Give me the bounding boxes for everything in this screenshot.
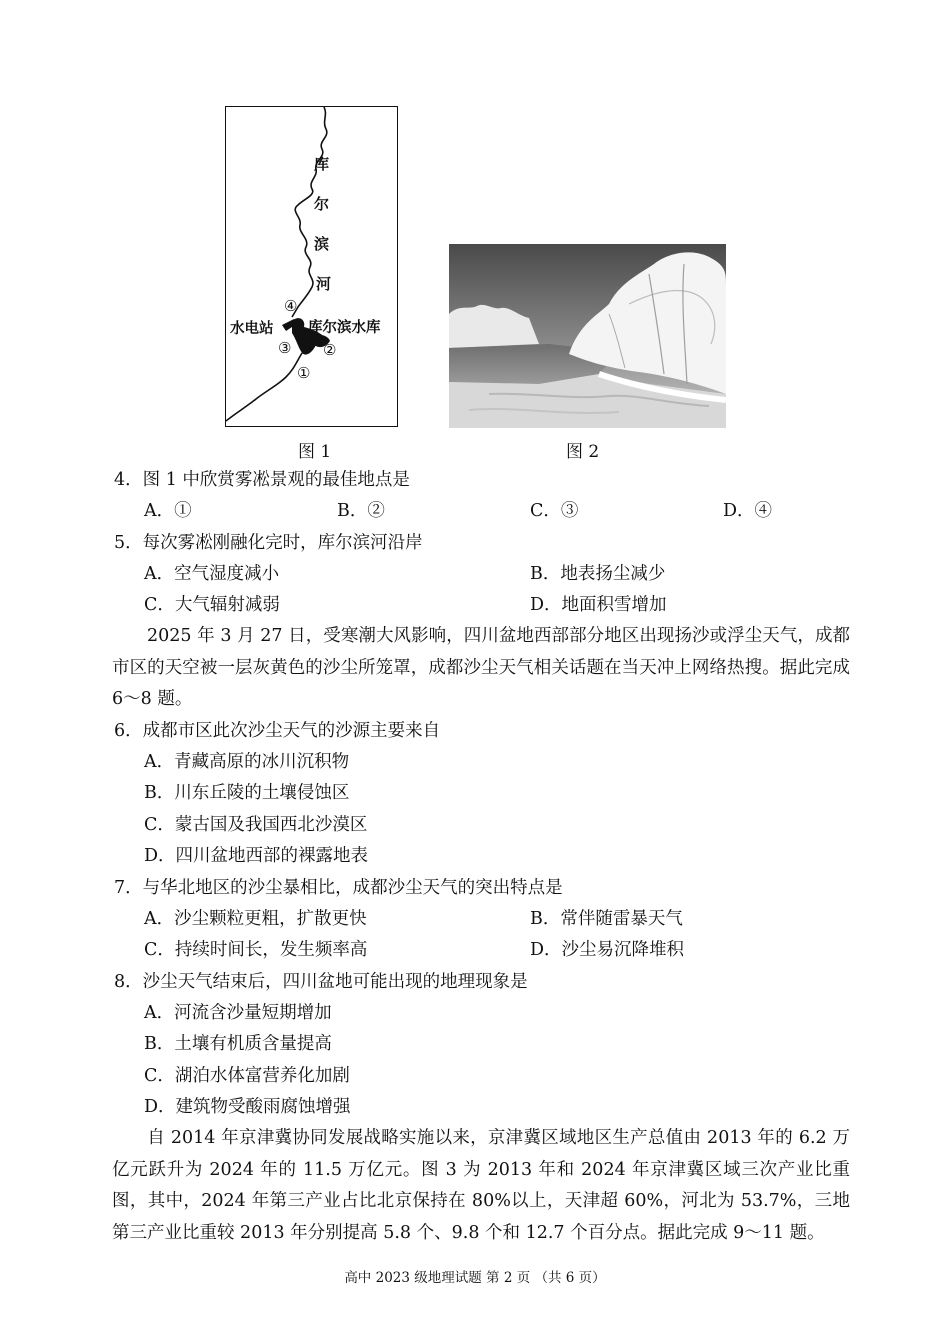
q4-option-a: A．① [144, 501, 192, 521]
marker-2: ② [323, 341, 337, 359]
q7-option-b: B．常伴随雷暴天气 [530, 909, 683, 929]
q8-option-b: B．土壤有机质含量提高 [144, 1034, 332, 1054]
q5-option-c: C．大气辐射减弱 [144, 595, 280, 615]
river-label-char-3: 滨 [314, 235, 330, 253]
river-label-char-4: 河 [316, 275, 332, 293]
marker-3: ③ [278, 339, 292, 357]
q6-option-c: C．蒙古国及我国西北沙漠区 [144, 815, 368, 835]
q4-option-b: B．② [337, 501, 385, 521]
figure-2-photo [449, 244, 726, 428]
river-label-char-2: 尔 [314, 195, 330, 213]
figure-1-caption: 图 1 [298, 442, 332, 462]
question-7-stem: 7．与华北地区的沙尘暴相比，成都沙尘天气的突出特点是 [114, 878, 563, 898]
reservoir-label: 库尔滨水库 [308, 320, 381, 336]
q7-option-d: D．沙尘易沉降堆积 [530, 940, 685, 960]
river-map-drawing [226, 107, 396, 425]
q6-option-a: A．青藏高原的冰川沉积物 [144, 752, 350, 772]
marker-1: ① [297, 364, 311, 382]
passage-sandstorm-text: 2025 年 3 月 27 日，受寒潮大风影响，四川盆地西部部分地区出现扬沙或浮尘天气，成都市区的天空被一层灰黄色的沙尘所笼罩，成都沙尘天气相关话题在当天冲上网络热搜。据此完成 6～8 题。 [112, 626, 850, 709]
q5-option-a: A．空气湿度减小 [144, 564, 280, 584]
river-line-lower [226, 353, 302, 421]
question-4-stem: 4．图 1 中欣赏雾凇景观的最佳地点是 [114, 470, 410, 490]
q8-option-c: C．湖泊水体富营养化加剧 [144, 1066, 350, 1086]
q5-option-b: B．地表扬尘减少 [530, 564, 666, 584]
question-6-stem: 6．成都市区此次沙尘天气的沙源主要来自 [114, 721, 441, 741]
figure-1-map [225, 106, 398, 427]
river-label-char-1: 库 [314, 155, 330, 173]
question-5-stem: 5．每次雾凇刚融化完时，库尔滨河沿岸 [114, 533, 423, 553]
marker-4: ④ [284, 297, 298, 315]
q7-option-c: C．持续时间长，发生频率高 [144, 940, 368, 960]
passage-sandstorm [112, 621, 850, 716]
q8-option-d: D．建筑物受酸雨腐蚀增强 [144, 1097, 351, 1117]
station-label: 水电站 [230, 321, 274, 337]
page-footer: 高中 2023 级地理试题 第 2 页 （共 6 页） [344, 1270, 606, 1286]
q4-option-d: D．④ [723, 501, 773, 521]
q6-option-d: D．四川盆地西部的裸露地表 [144, 846, 369, 866]
passage-jingjinji [112, 1123, 850, 1249]
q4-option-c: C．③ [530, 501, 579, 521]
q8-option-a: A．河流含沙量短期增加 [144, 1003, 332, 1023]
figure-2-caption: 图 2 [566, 442, 600, 462]
question-8-stem: 8．沙尘天气结束后，四川盆地可能出现的地理现象是 [114, 972, 528, 992]
q6-option-b: B．川东丘陵的土壤侵蚀区 [144, 783, 350, 803]
q5-option-d: D．地面积雪增加 [530, 595, 667, 615]
passage-jingjinji-text: 自 2014 年京津冀协同发展战略实施以来，京津冀区域地区生产总值由 2013 年的 6.2 万亿元跃升为 2024 年的 11.5 万亿元。图 3 为 2013 年和 2024 年京津冀区域三次产业比重图，其中，2024 年第三产业占比北京保持在 80%以上，天津超 60%，河北为 53.7%，三地第三产业比重较 2013 年分别提高 5.8 个、9.8 个和 12.7 个百分点。据此完成 9～11 题。 [112, 1128, 850, 1243]
q7-option-a: A．沙尘颗粒更粗，扩散更快 [144, 909, 367, 929]
